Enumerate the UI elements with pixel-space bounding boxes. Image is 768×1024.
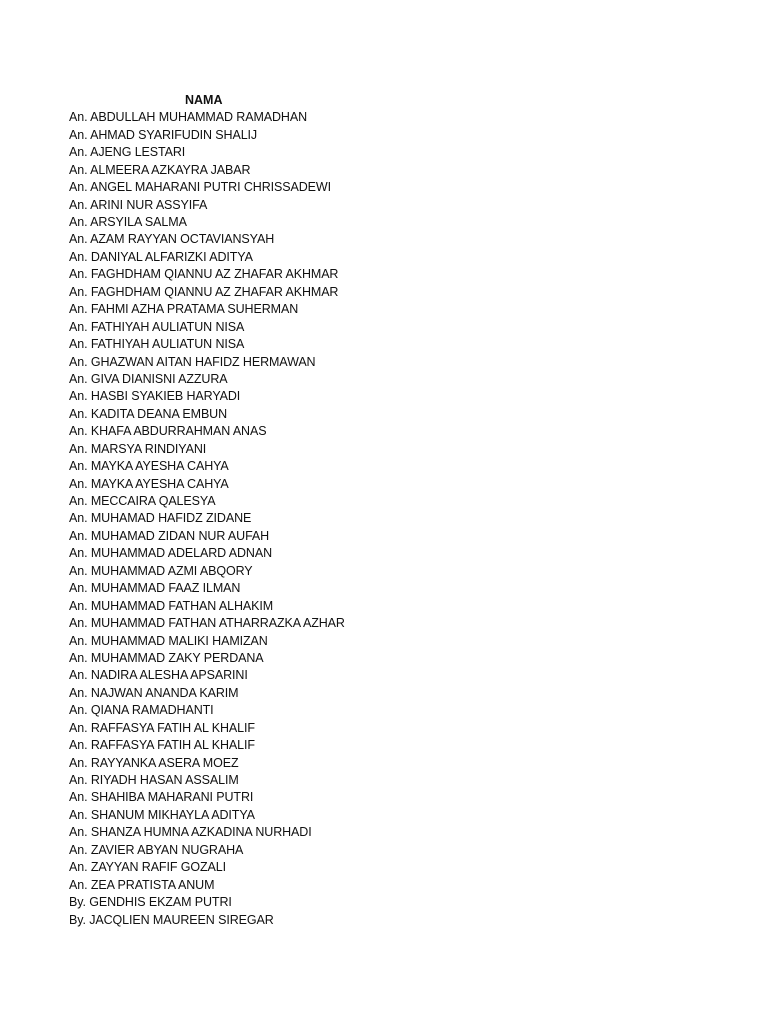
- name-row: An. HASBI SYAKIEB HARYADI: [69, 389, 241, 404]
- name-row: An. MUHAMMAD AZMI ABQORY: [69, 563, 253, 578]
- name-row: An. MUHAMMAD MALIKI HAMIZAN: [69, 633, 268, 648]
- name-rows: [69, 109, 669, 929]
- name-row: An. AZAM RAYYAN OCTAVIANSYAH: [69, 232, 275, 247]
- name-row: An. MAYKA AYESHA CAHYA: [69, 476, 229, 491]
- name-row: An. GHAZWAN AITAN HAFIDZ HERMAWAN: [69, 354, 316, 369]
- name-row: An. MUHAMMAD FATHAN ALHAKIM: [69, 598, 274, 613]
- name-row: An. RAFFASYA FATIH AL KHALIF: [69, 738, 255, 753]
- name-row: An. GIVA DIANISNI AZZURA: [69, 371, 228, 386]
- name-list: [69, 92, 669, 929]
- name-row: An. ZAYYAN RAFIF GOZALI: [69, 860, 226, 875]
- name-row: An. KHAFA ABDURRAHMAN ANAS: [69, 424, 267, 439]
- name-row: An. NAJWAN ANANDA KARIM: [69, 685, 239, 700]
- name-row: An. ANGEL MAHARANI PUTRI CHRISSADEWI: [69, 180, 331, 195]
- name-row: An. MECCAIRA QALESYA: [69, 494, 216, 509]
- name-row: An. MAYKA AYESHA CAHYA: [69, 459, 229, 474]
- name-row: An. SHANZA HUMNA AZKADINA NURHADI: [69, 825, 312, 840]
- name-row: An. ALMEERA AZKAYRA JABAR: [69, 162, 251, 177]
- name-row: An. ARINI NUR ASSYIFA: [69, 197, 208, 212]
- name-row: An. AHMAD SYARIFUDIN SHALIJ: [69, 127, 258, 142]
- name-row: An. QIANA RAMADHANTI: [69, 703, 214, 718]
- name-row: An. NADIRA ALESHA APSARINI: [69, 668, 248, 683]
- name-row: An. FAGHDHAM QIANNU AZ ZHAFAR AKHMAR: [69, 267, 339, 282]
- name-row: An. ARSYILA SALMA: [69, 215, 187, 230]
- name-row: An. MARSYA RINDIYANI: [69, 441, 207, 456]
- name-row: An. FAGHDHAM QIANNU AZ ZHAFAR AKHMAR: [69, 284, 339, 299]
- name-row: An. ABDULLAH MUHAMMAD RAMADHAN: [69, 110, 308, 125]
- name-row: An. DANIYAL ALFARIZKI ADITYA: [69, 249, 253, 264]
- name-row: An. MUHAMMAD FATHAN ATHARRAZKA AZHAR: [69, 616, 345, 631]
- name-row: An. ZEA PRATISTA ANUM: [69, 877, 215, 892]
- name-row: An. MUHAMAD ZIDAN NUR AUFAH: [69, 528, 270, 543]
- name-row: An. RAYYANKA ASERA MOEZ: [69, 755, 239, 770]
- name-row: An. FATHIYAH AULIATUN NISA: [69, 337, 245, 352]
- name-row: An. RAFFASYA FATIH AL KHALIF: [69, 720, 255, 735]
- name-row: By. JACQLIEN MAUREEN SIREGAR: [69, 912, 274, 927]
- name-row: An. FATHIYAH AULIATUN NISA: [69, 319, 245, 334]
- name-row: An. RIYADH HASAN ASSALIM: [69, 773, 239, 788]
- name-row: An. AJENG LESTARI: [69, 145, 186, 160]
- name-row: By. GENDHIS EKZAM PUTRI: [69, 895, 232, 910]
- name-row: An. MUHAMAD HAFIDZ ZIDANE: [69, 511, 252, 526]
- name-row: An. MUHAMMAD ADELARD ADNAN: [69, 546, 272, 561]
- name-row: An. MUHAMMAD ZAKY PERDANA: [69, 650, 264, 665]
- name-row: An. ZAVIER ABYAN NUGRAHA: [69, 842, 244, 857]
- name-row: An. FAHMI AZHA PRATAMA SUHERMAN: [69, 302, 299, 317]
- name-row: An. SHANUM MIKHAYLA ADITYA: [69, 807, 255, 822]
- name-row: An. MUHAMMAD FAAZ ILMAN: [69, 581, 241, 596]
- column-header: NAMA: [185, 93, 223, 107]
- name-row: An. SHAHIBA MAHARANI PUTRI: [69, 790, 254, 805]
- name-row: An. KADITA DEANA EMBUN: [69, 406, 228, 421]
